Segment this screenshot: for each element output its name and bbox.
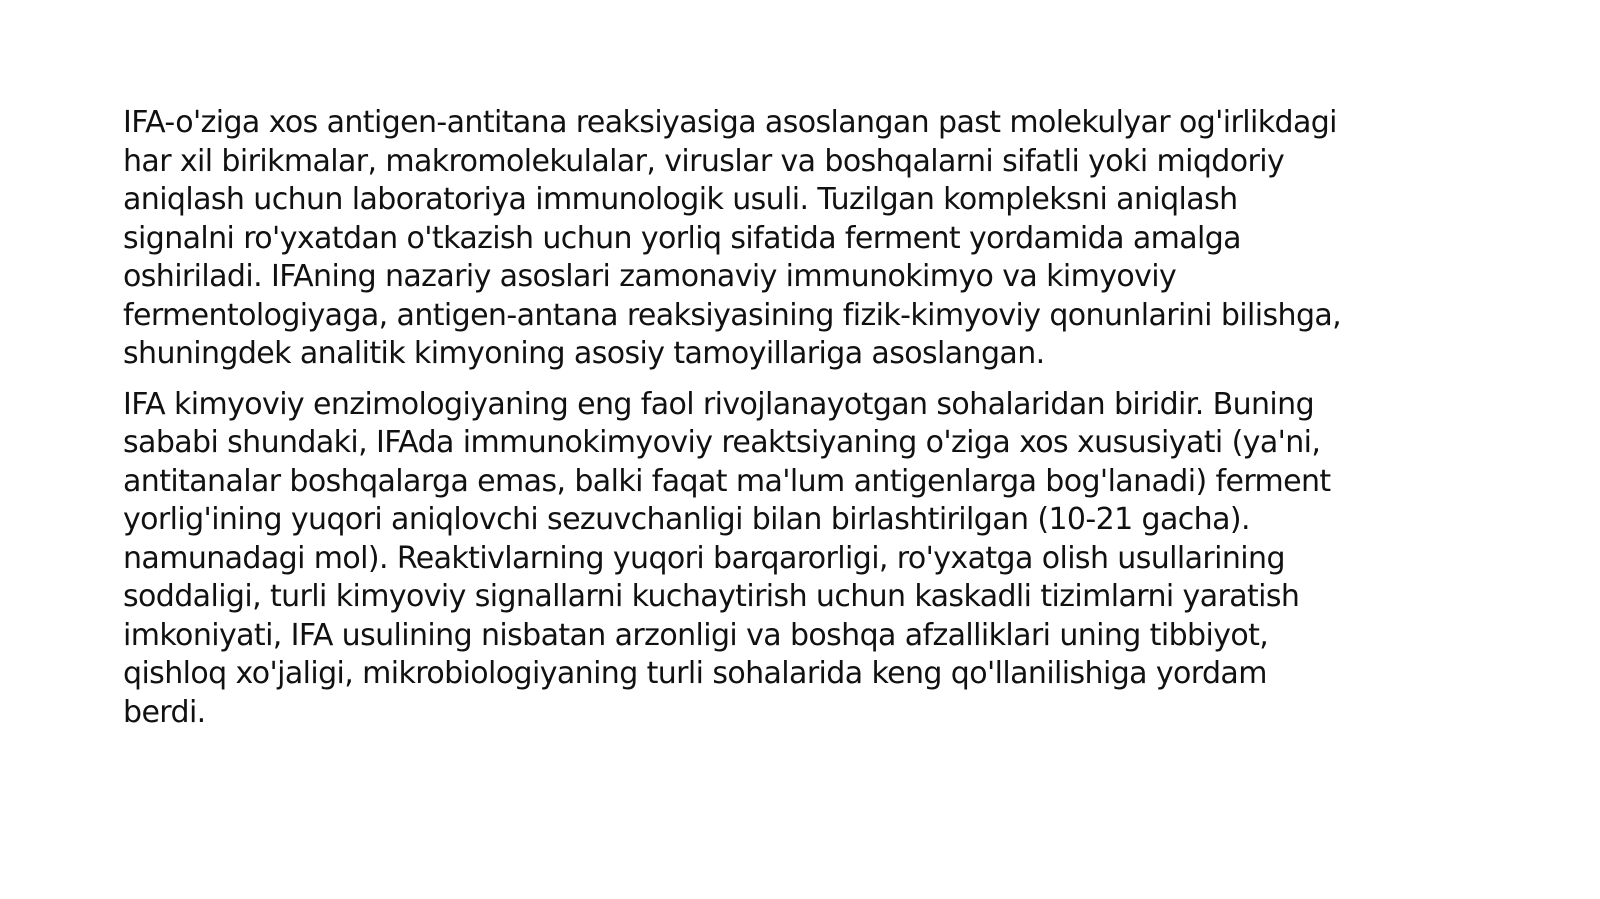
paragraph-ifa-definition: IFA-o'ziga xos antigen-antitana reaksiyasiga asoslangan past molekulyar og'irlikdagi har xil birikmalar, makromolekulalar, viruslar va boshqalarni sifatli yoki miqdoriy aniqlash uchun laboratoriya immunologik usuli. Tuzilgan kompleksni aniqlash signalni ro'yxatdan o'tkazish uchun yorliq sifatida ferment yordamida amalga oshiriladi. IFAning nazariy asoslari zamonaviy immunokimyo va kimyoviy fermentologiyaga, antigen-antana reaksiyasining fizik-kimyoviy qonunlarini bilishga, shuningdek analitik kimyoning asosiy tamoyillariga asoslangan. (123, 105, 1342, 371)
paragraph-ifa-advantages: IFA kimyoviy enzimologiyaning eng faol rivojlanayotgan sohalaridan biridir. Buning sababi shundaki, IFAda immunokimyoviy reaktsiyaning o'ziga xos xususiyati (ya'ni, antitanalar boshqalarga emas, balki faqat ma'lum antigenlarga bog'lanadi) ferment yorlig'ining yuqori aniqlovchi sezuvchanligi bilan birlashtirilgan (10-21 gacha). namunadagi mol). Reaktivlarning yuqori barqarorligi, ro'yxatga olish usullarining soddaligi, turli kimyoviy signallarni kuchaytirish uchun kaskadli tizimlarni yaratish imkoniyati, IFA usulining nisbatan arzonligi va boshqa afzalliklari uning tibbiyot, qishloq xo'jaligi, mikrobiologiyaning turli sohalarida keng qo'llanilishiga yordam berdi. (123, 386, 1331, 730)
slide-text-body (123, 104, 1503, 744)
